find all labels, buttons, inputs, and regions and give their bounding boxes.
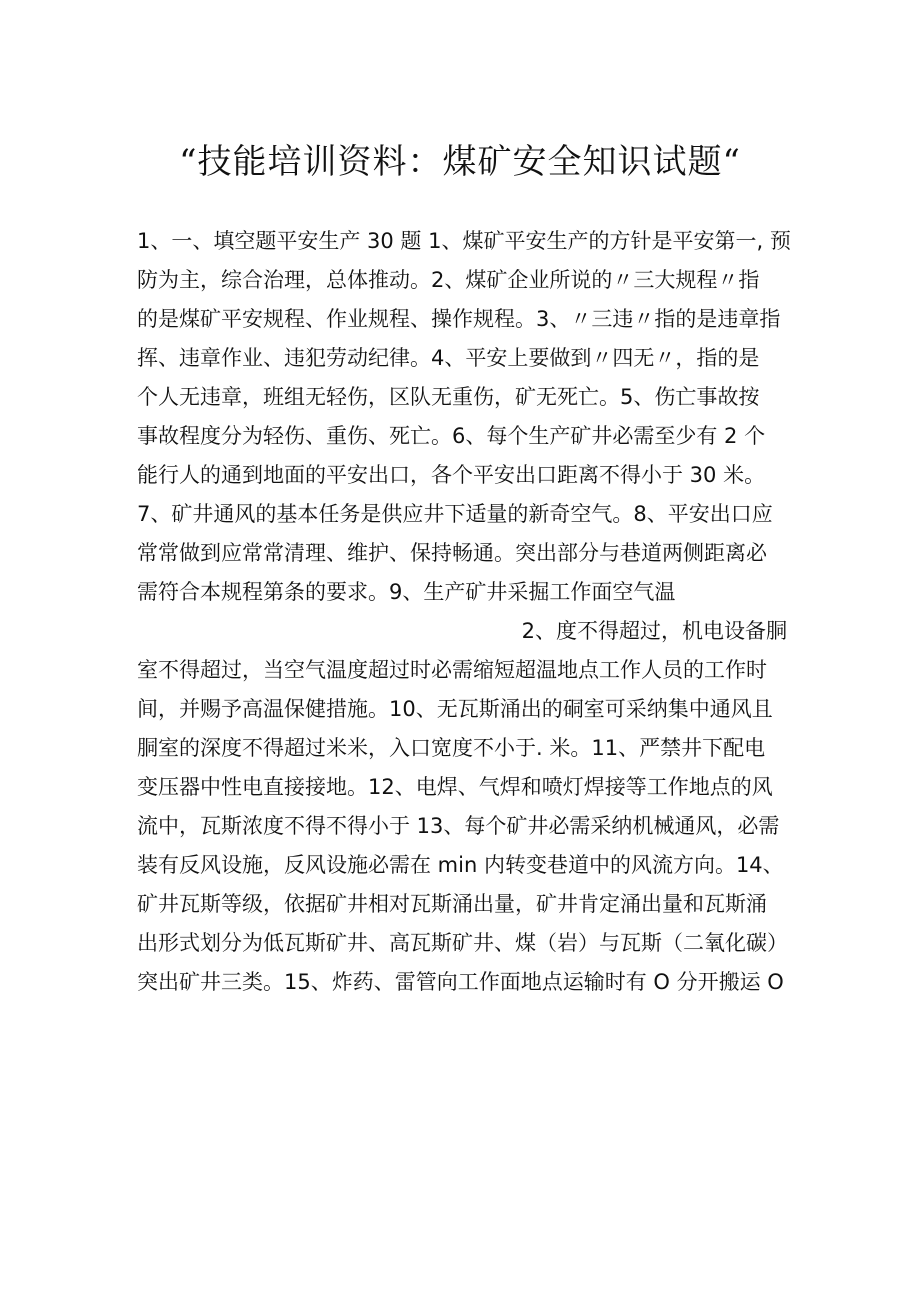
body-line: 室不得超过，当空气温度超过时必需缩短超温地点工作人员的工作时 <box>137 658 767 682</box>
body-line: 矿井瓦斯等级，依据矿井相对瓦斯涌出量，矿井肯定涌出量和瓦斯涌 <box>137 892 767 916</box>
body-line: 出形式划分为低瓦斯矿井、高瓦斯矿井、煤（岩）与瓦斯（二氧化碳） <box>137 931 788 955</box>
body-line: 间，并赐予高温保健措施。10、无瓦斯涌出的硐室可采纳集中通风且 <box>137 697 773 721</box>
body-line: 挥、违章作业、违犯劳动纪律。4、平安上要做到〃四无〃，指的是 <box>137 346 760 370</box>
body-line: 能行人的通到地面的平安出口，各个平安出口距离不得小于 30 米。 <box>137 463 766 487</box>
body-line: 事故程度分为轻伤、重伤、死亡。6、每个生产矿井必需至少有 2 个 <box>137 424 766 448</box>
body-line: 变压器中性电直接接地。12、电焊、气焊和喷灯焊接等工作地点的风 <box>137 775 773 799</box>
body-line: 个人无违章，班组无轻伤，区队无重伤，矿无死亡。5、伤亡事故按 <box>137 385 760 409</box>
body-line: 装有反风设施，反风设施必需在 min 内转变巷道中的风流方向。14、 <box>137 853 784 877</box>
body-line: 防为主，综合治理，总体推动。2、煤矿企业所说的〃三大规程〃指 <box>137 268 760 292</box>
document-title: “技能培训资料：煤矿安全知识试题“ <box>179 142 741 182</box>
body-line: 流中，瓦斯浓度不得不得小于 13、每个矿井必需采纳机械通风，必需 <box>137 814 780 838</box>
document-body <box>137 222 797 1002</box>
body-line: 胴室的深度不得超过米米，入口宽度不小于. 米。11、严禁井下配电 <box>137 736 766 760</box>
body-line-right-aligned: 2、度不得超过，机电设备胴 <box>521 619 787 643</box>
body-line: 7、矿井通风的基本任务是供应井下适量的新奇空气。8、平安出口应 <box>137 502 773 526</box>
body-line: 常常做到应常常清理、维护、保持畅通。突出部分与巷道两侧距离必 <box>137 541 767 565</box>
body-line: 的是煤矿平安规程、作业规程、操作规程。3、〃三违〃指的是违章指 <box>137 307 781 331</box>
body-line: 1、一、填空题平安生产 30 题 1、煤矿平安生产的方针是平安第一, 预 <box>137 229 791 253</box>
body-line: 突出矿井三类。15、炸药、雷管向工作面地点运输时有 O 分开搬运 O <box>137 970 784 994</box>
body-line: 需符合本规程第条的要求。9、生产矿井采掘工作面空气温 <box>137 580 676 604</box>
